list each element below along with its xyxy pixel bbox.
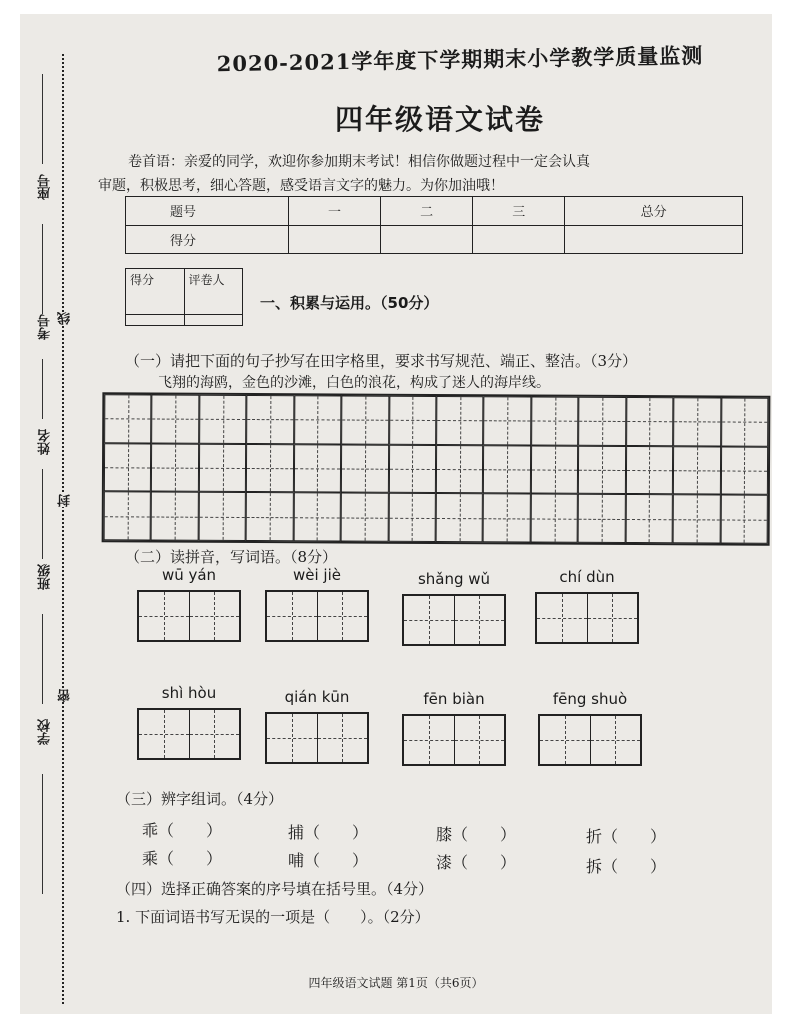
binding-dashed-line (62, 54, 64, 1004)
tianzige-cell[interactable] (720, 446, 768, 495)
exam-subtitle: 四年级语文试卷 (334, 103, 545, 136)
tianzige-cell[interactable] (388, 444, 436, 493)
section-1-heading: 一、积累与运用。（50分） (260, 294, 439, 312)
tianzige-cell[interactable] (721, 397, 769, 446)
tianzige-cell[interactable] (578, 494, 626, 543)
tianzige-cell[interactable] (673, 446, 721, 495)
answer-boxes[interactable] (402, 714, 506, 766)
pinyin-text: shǎng wǔ (417, 570, 491, 588)
q4-item-1: 1. 下面词语书写无误的一项是（ ）。（2分） (116, 908, 430, 926)
score-row-label: 得分 (126, 225, 289, 254)
answer-boxes[interactable] (137, 708, 241, 760)
preface-line-1: 卷首语：亲爱的同学，欢迎你参加期末考试！相信你做题过程中一定会认真 (128, 154, 590, 170)
score-cell[interactable] (473, 225, 565, 254)
exam-no-label: 考号 (38, 314, 53, 340)
tianzige-cell[interactable] (626, 397, 674, 446)
tianzige-cell[interactable] (104, 443, 152, 492)
tianzige-cell[interactable] (436, 396, 484, 445)
answer-boxes[interactable] (265, 590, 369, 642)
name-label: 姓名 (38, 429, 53, 455)
tianzige-cell[interactable] (673, 397, 721, 446)
zuci-item[interactable]: 捕（ ） (288, 823, 369, 842)
tianzige-cell[interactable] (151, 492, 199, 541)
tianzige-cell[interactable] (484, 396, 532, 445)
score-col-header: 一 (289, 197, 381, 226)
tianzige-cell[interactable] (104, 394, 152, 443)
seal-word-feng: 封 (58, 494, 73, 507)
tianzige-cell[interactable] (388, 493, 436, 542)
tianzige-cell[interactable] (483, 445, 531, 494)
pinyin-item (137, 566, 241, 642)
tianzige-cell[interactable] (294, 395, 342, 444)
exam-sheet (20, 14, 772, 1014)
pinyin-text: fēng shuò (552, 690, 628, 708)
class-line (42, 469, 43, 559)
tianzige-cell[interactable] (198, 492, 246, 541)
tianzige-cell[interactable] (341, 444, 389, 493)
pinyin-item (265, 688, 369, 764)
tianzige-cell[interactable] (578, 397, 626, 446)
grader-score-cell[interactable] (126, 315, 185, 326)
score-col-header: 二 (381, 197, 473, 226)
grader-name-cell[interactable] (184, 315, 243, 326)
q1-sentence: 飞翔的海鸥，金色的沙滩，白色的浪花，构成了迷人的海岸线。 (158, 375, 550, 391)
q2-instruction: （二）读拼音，写词语。（8分） (125, 548, 338, 566)
zuci-item[interactable]: 折（ ） (586, 827, 667, 846)
zuci-item[interactable]: 哺（ ） (288, 851, 369, 870)
tianzige-cell[interactable] (151, 443, 199, 492)
seal-word-mi: 密 (58, 689, 73, 702)
preface-line-2: 审题，积极思考，细心答题，感受语言文字的魅力。为你加油哦！ (98, 178, 504, 194)
tianzige-cell[interactable] (341, 396, 389, 445)
name-line (42, 359, 43, 419)
tianzige-grid[interactable] (102, 392, 771, 545)
page-footer: 四年级语文试题 第1页（共6页） (308, 976, 484, 990)
score-cell[interactable] (289, 225, 381, 254)
zuci-item[interactable]: 乘（ ） (142, 849, 223, 868)
exam-title: 2020-2021学年度下学期期末小学教学质量监测 (216, 42, 704, 77)
q1-instruction: （一）请把下面的句子抄写在田字格里，要求书写规范、端正、整洁。（3分） (125, 352, 638, 370)
tianzige-cell[interactable] (626, 446, 674, 495)
grader-value-row (126, 315, 243, 326)
grader-name-label: 评卷人 (184, 269, 243, 315)
score-col-header: 三 (473, 197, 565, 226)
pinyin-item (535, 568, 639, 644)
pinyin-text: wèi jiè (293, 566, 341, 584)
grader-score-label: 得分 (126, 269, 185, 315)
tianzige-cell[interactable] (531, 445, 579, 494)
pinyin-text: fēn biàn (423, 690, 485, 708)
score-table-row (126, 197, 743, 226)
score-row-label: 题号 (126, 197, 289, 226)
answer-boxes[interactable] (538, 714, 642, 766)
school-line (42, 614, 43, 704)
class-label: 班级 (38, 564, 53, 590)
pinyin-item (402, 570, 506, 646)
tianzige-cell[interactable] (483, 494, 531, 543)
grader-header-row (126, 269, 243, 315)
pinyin-item (265, 566, 369, 642)
tianzige-cell[interactable] (293, 493, 341, 542)
tianzige-cell[interactable] (389, 396, 437, 445)
tianzige-cell[interactable] (199, 443, 247, 492)
exam-no-line (42, 224, 43, 314)
score-cell[interactable] (565, 225, 743, 254)
tianzige-cell[interactable] (294, 444, 342, 493)
answer-boxes[interactable] (535, 592, 639, 644)
answer-boxes[interactable] (402, 594, 506, 646)
q4-instruction: （四）选择正确答案的序号填在括号里。（4分） (116, 880, 434, 898)
q3-instruction: （三）辨字组词。（4分） (116, 790, 284, 808)
tianzige-cell[interactable] (720, 495, 768, 544)
tianzige-cell[interactable] (246, 492, 294, 541)
extra-line (42, 774, 43, 894)
tianzige-cell[interactable] (673, 495, 721, 544)
school-label: 学校 (38, 719, 53, 745)
score-col-header: 总分 (565, 197, 743, 226)
pinyin-text: chí dùn (559, 568, 615, 586)
tianzige-cell[interactable] (246, 395, 294, 444)
tianzige-cell[interactable] (436, 493, 484, 542)
tianzige-cell[interactable] (625, 494, 673, 543)
tianzige-cell[interactable] (341, 493, 389, 542)
zuci-item[interactable]: 漆（ ） (436, 853, 517, 872)
score-cell[interactable] (381, 225, 473, 254)
seat-label: 座号 (38, 174, 53, 200)
zuci-item[interactable]: 拆（ ） (586, 857, 667, 876)
pinyin-item (137, 684, 241, 760)
pinyin-text: wū yán (161, 566, 217, 584)
tianzige-cell[interactable] (531, 396, 579, 445)
tianzige-cell[interactable] (246, 444, 294, 493)
score-table-row (126, 225, 743, 254)
score-table (125, 196, 743, 254)
seat-line (42, 74, 43, 164)
seal-word-xian: 线 (58, 312, 73, 325)
zuci-item[interactable]: 乖（ ） (142, 821, 223, 840)
answer-boxes[interactable] (265, 712, 369, 764)
answer-boxes[interactable] (137, 590, 241, 642)
grader-table (125, 268, 243, 326)
tianzige-cell[interactable] (578, 445, 626, 494)
pinyin-text: shì hòu (161, 684, 217, 702)
pinyin-item (402, 690, 506, 766)
pinyin-text: qián kūn (284, 688, 350, 706)
tianzige-cell[interactable] (199, 395, 247, 444)
tianzige-cell[interactable] (530, 494, 578, 543)
zuci-item[interactable]: 膝（ ） (436, 825, 517, 844)
tianzige-cell[interactable] (104, 492, 152, 541)
tianzige-cell[interactable] (152, 395, 200, 444)
tianzige-cell[interactable] (436, 445, 484, 494)
pinyin-item (538, 690, 642, 766)
preface (98, 150, 768, 198)
